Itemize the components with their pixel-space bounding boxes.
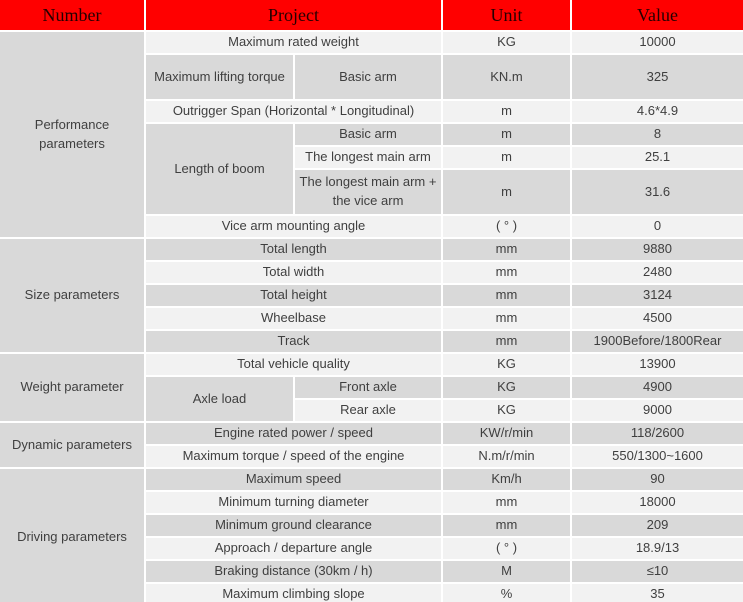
section-cell: Dynamic parameters — [0, 423, 146, 469]
value-cell: 118/2600 — [572, 423, 743, 446]
project-cell: Minimum ground clearance — [146, 515, 443, 538]
value-cell: 0 — [572, 216, 743, 239]
section-cell: Performance parameters — [0, 32, 146, 239]
unit-cell: KG — [443, 32, 572, 55]
unit-cell: Km/h — [443, 469, 572, 492]
col-header-value: Value — [572, 0, 743, 32]
value-cell: ≤10 — [572, 561, 743, 584]
project-cell: Maximum torque / speed of the engine — [146, 446, 443, 469]
project-cell: Braking distance (30km / h) — [146, 561, 443, 584]
unit-cell: KG — [443, 377, 572, 400]
project-subcell: The longest main arm + the vice arm — [295, 170, 443, 216]
project-cell: Axle load — [146, 377, 295, 423]
section-cell: Driving parameters — [0, 469, 146, 602]
value-cell: 3124 — [572, 285, 743, 308]
value-cell: 8 — [572, 124, 743, 147]
project-cell: Outrigger Span (Horizontal * Longitudinal) — [146, 101, 443, 124]
unit-cell: mm — [443, 308, 572, 331]
spec-table-header — [0, 0, 743, 32]
value-cell: 550/1300~1600 — [572, 446, 743, 469]
project-cell: Engine rated power / speed — [146, 423, 443, 446]
value-cell: 4500 — [572, 308, 743, 331]
unit-cell: mm — [443, 515, 572, 538]
project-subcell: Basic arm — [295, 55, 443, 101]
project-cell: Maximum lifting torque — [146, 55, 295, 101]
unit-cell: N.m/r/min — [443, 446, 572, 469]
col-header-project: Project — [146, 0, 443, 32]
table-row — [0, 469, 743, 492]
value-cell: 4.6*4.9 — [572, 101, 743, 124]
value-cell: 31.6 — [572, 170, 743, 216]
value-cell: 9000 — [572, 400, 743, 423]
project-cell: Track — [146, 331, 443, 354]
table-row — [0, 354, 743, 377]
project-cell: Maximum speed — [146, 469, 443, 492]
unit-cell: mm — [443, 331, 572, 354]
value-cell: 35 — [572, 584, 743, 602]
value-cell: 325 — [572, 55, 743, 101]
project-cell: Total height — [146, 285, 443, 308]
value-cell: 18.9/13 — [572, 538, 743, 561]
project-cell: Total length — [146, 239, 443, 262]
value-cell: 90 — [572, 469, 743, 492]
col-header-unit: Unit — [443, 0, 572, 32]
unit-cell: M — [443, 561, 572, 584]
project-cell: Minimum turning diameter — [146, 492, 443, 515]
unit-cell: mm — [443, 239, 572, 262]
project-cell: Maximum rated weight — [146, 32, 443, 55]
unit-cell: % — [443, 584, 572, 602]
value-cell: 1900Before/1800Rear — [572, 331, 743, 354]
unit-cell: m — [443, 147, 572, 170]
unit-cell: KG — [443, 354, 572, 377]
value-cell: 18000 — [572, 492, 743, 515]
value-cell: 9880 — [572, 239, 743, 262]
unit-cell: m — [443, 170, 572, 216]
project-cell: Vice arm mounting angle — [146, 216, 443, 239]
value-cell: 209 — [572, 515, 743, 538]
value-cell: 25.1 — [572, 147, 743, 170]
project-cell: Maximum climbing slope — [146, 584, 443, 602]
value-cell: 10000 — [572, 32, 743, 55]
unit-cell: ( ° ) — [443, 538, 572, 561]
project-subcell: Rear axle — [295, 400, 443, 423]
spec-table-body — [0, 32, 743, 602]
project-cell: Length of boom — [146, 124, 295, 216]
col-header-number: Number — [0, 0, 146, 32]
value-cell: 4900 — [572, 377, 743, 400]
header-row — [0, 0, 743, 32]
unit-cell: KN.m — [443, 55, 572, 101]
table-row — [0, 239, 743, 262]
unit-cell: ( ° ) — [443, 216, 572, 239]
value-cell: 13900 — [572, 354, 743, 377]
table-row — [0, 423, 743, 446]
project-cell: Approach / departure angle — [146, 538, 443, 561]
unit-cell: mm — [443, 492, 572, 515]
unit-cell: m — [443, 101, 572, 124]
unit-cell: m — [443, 124, 572, 147]
project-subcell: The longest main arm — [295, 147, 443, 170]
unit-cell: KG — [443, 400, 572, 423]
section-cell: Size parameters — [0, 239, 146, 354]
project-cell: Total vehicle quality — [146, 354, 443, 377]
unit-cell: mm — [443, 262, 572, 285]
project-cell: Wheelbase — [146, 308, 443, 331]
table-row — [0, 32, 743, 55]
unit-cell: mm — [443, 285, 572, 308]
unit-cell: KW/r/min — [443, 423, 572, 446]
project-cell: Total width — [146, 262, 443, 285]
section-cell: Weight parameter — [0, 354, 146, 423]
project-subcell: Basic arm — [295, 124, 443, 147]
value-cell: 2480 — [572, 262, 743, 285]
project-subcell: Front axle — [295, 377, 443, 400]
